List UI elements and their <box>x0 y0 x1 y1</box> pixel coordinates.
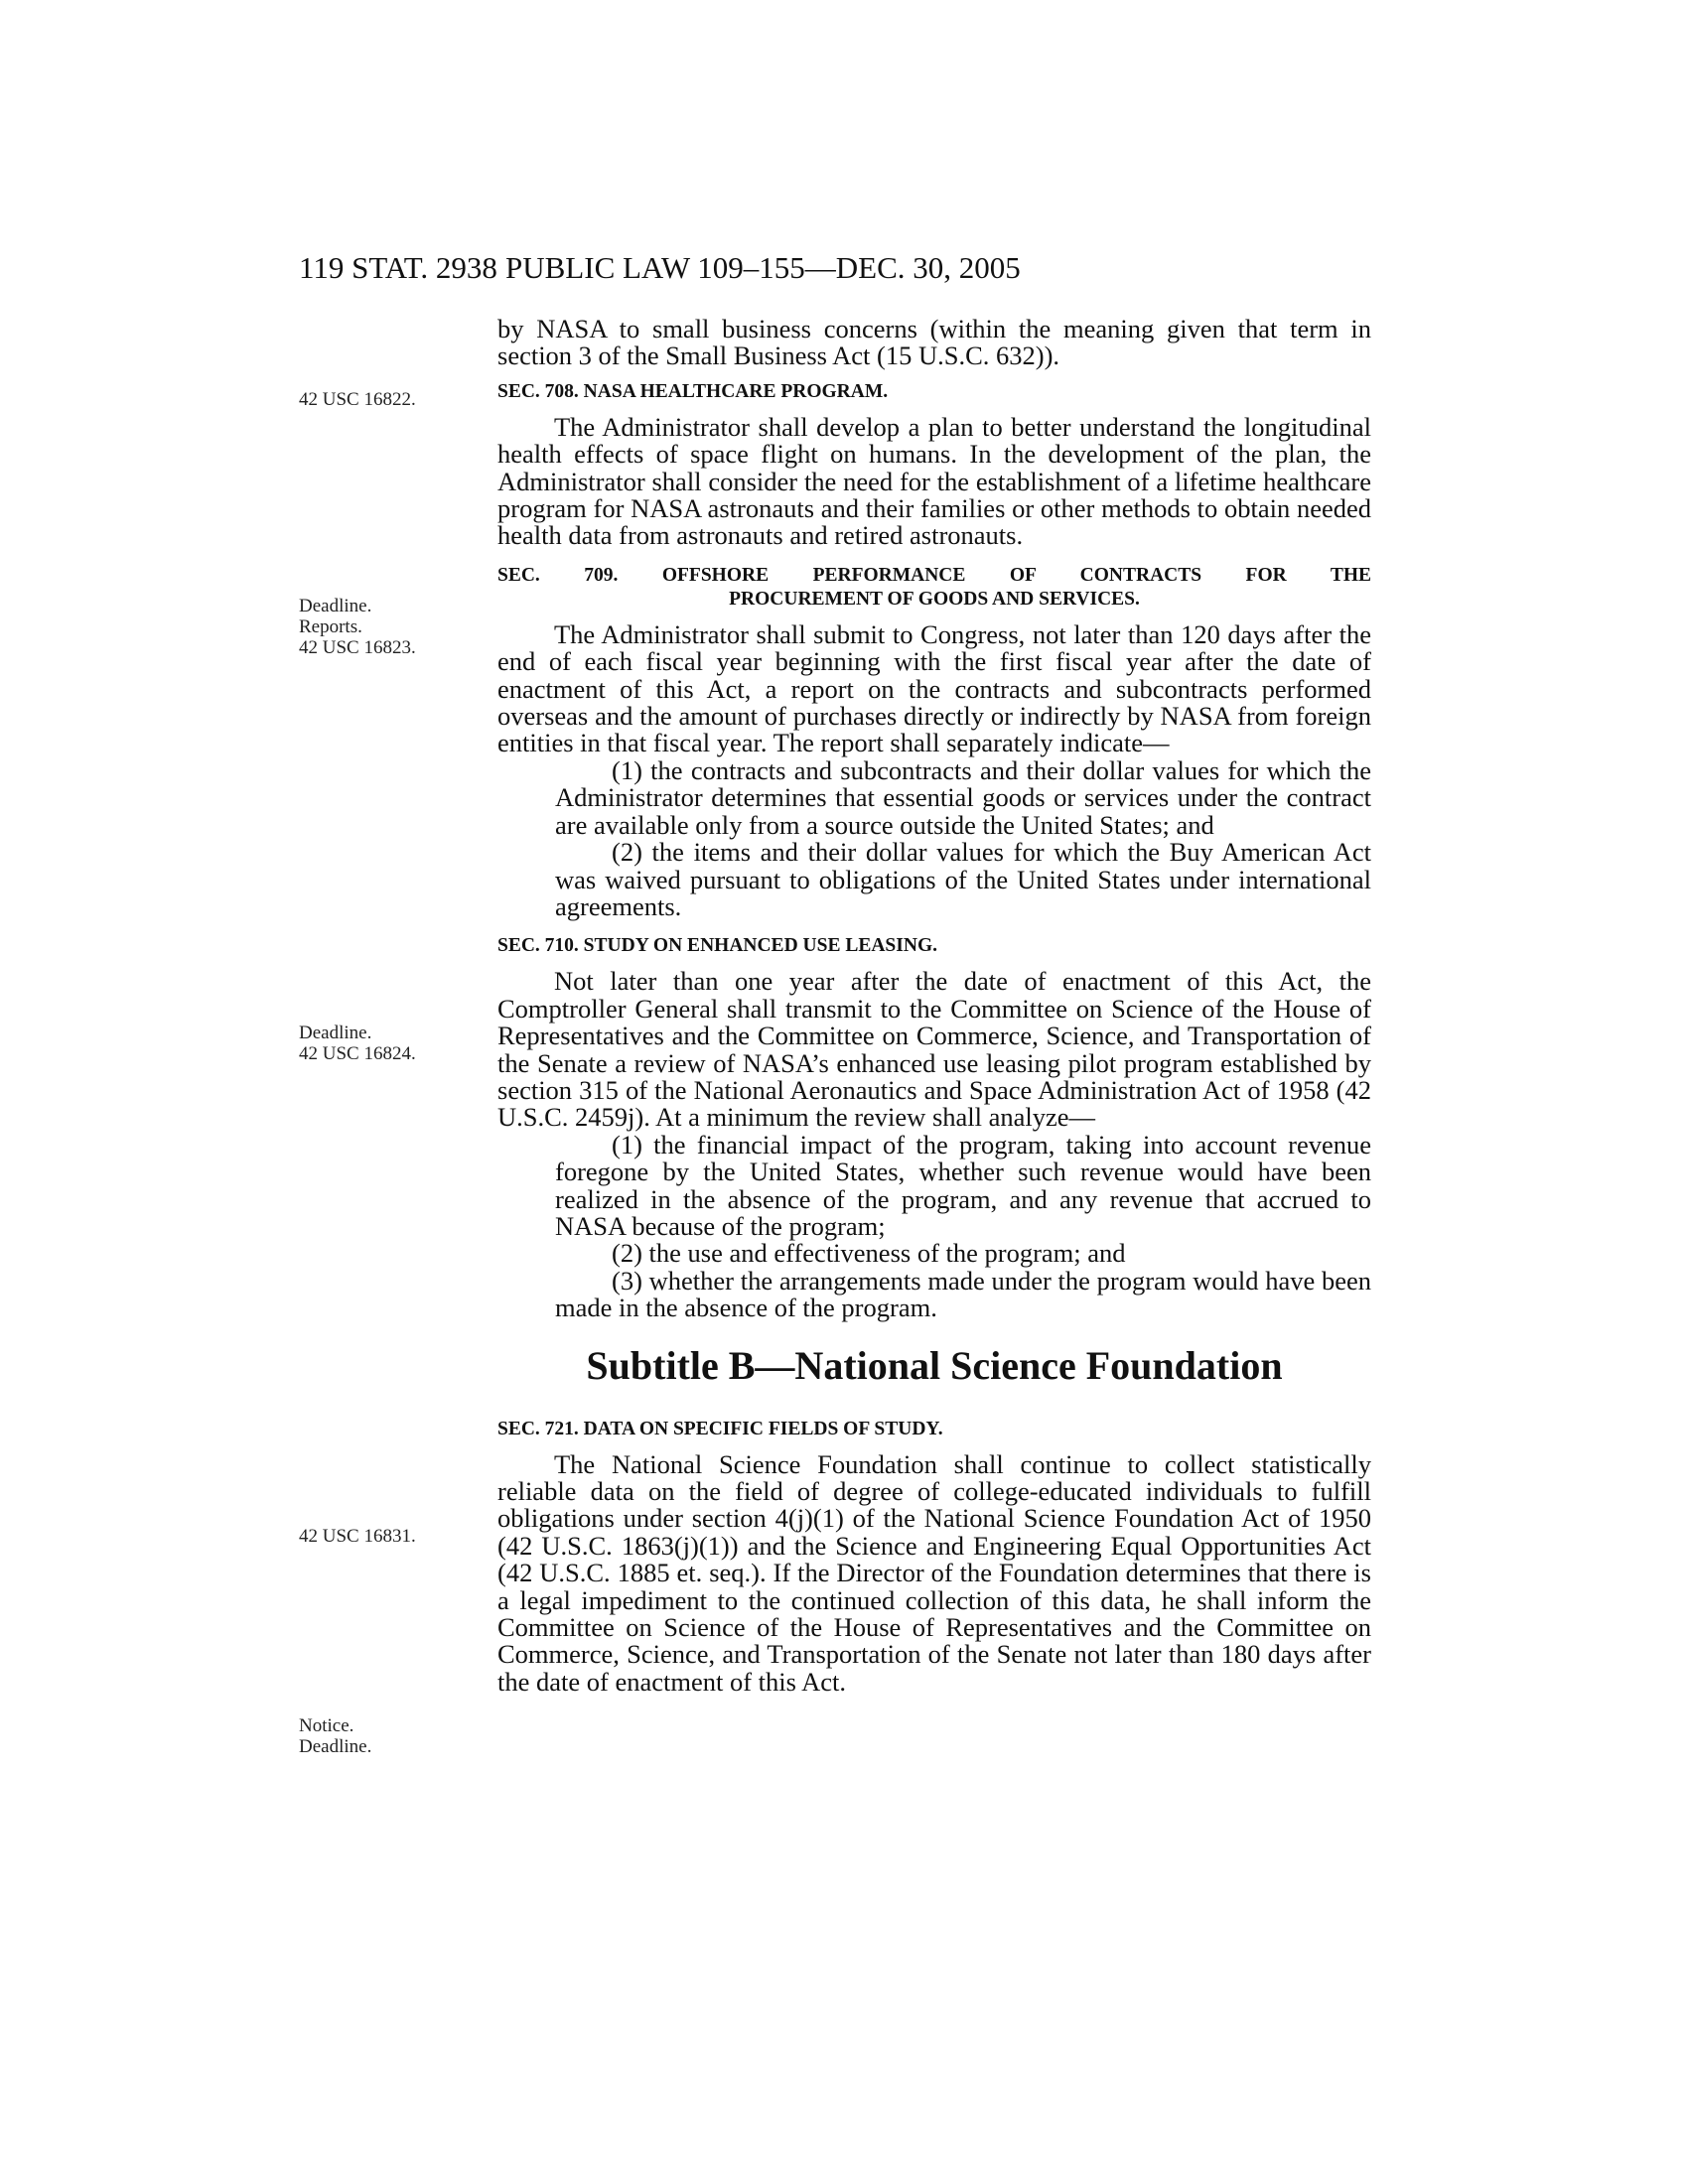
section-710-item-2: (2) the use and effectiveness of the program; and <box>612 1238 1126 1269</box>
section-709-item-1: (1) the contracts and subcontracts and their dollar values for which the Administrator determines that essential goods or services under the contract are available only from a source outside the United States; and <box>555 754 1371 840</box>
usc-citation: 42 USC 16831. <box>299 1526 416 1547</box>
section-708-heading: SEC. 708. NASA HEALTHCARE PROGRAM. <box>497 380 889 402</box>
page-body <box>497 316 1371 1696</box>
section-709-heading-line2: PROCUREMENT OF GOODS AND SERVICES. <box>729 588 1140 610</box>
section-708-text: The Administrator shall develop a plan to better understand the longitudinal health effects of space flight on humans. In the development of the plan, the Administrator shall consider the need for the establishment of a lifetime healthcare program for NASA astronauts and their families or other methods to obtain needed health data from astronauts and retired astronauts. <box>497 411 1371 551</box>
usc-citation: 42 USC 16824. <box>299 1043 416 1064</box>
section-710-item-1: (1) the financial impact of the program, taking into account revenue foregone by the United States, whether such revenue would have been realized in the absence of the program, and any revenue that accrued to NASA because of the program; <box>555 1129 1371 1241</box>
margin-note-sec708 <box>299 389 468 410</box>
page-header <box>299 250 1371 290</box>
margin-note-sec709 <box>299 596 468 658</box>
usc-citation: 42 USC 16822. <box>299 389 416 410</box>
margin-note-deadline: Deadline. <box>299 1736 372 1757</box>
section-709-text: The Administrator shall submit to Congress, not later than 120 days after the end of each fiscal year beginning with the first fiscal year after the date of enactment of this Act, a report on the contracts and subcontracts performed overseas and the amount of purchases directly or indirectly by NASA from foreign entities in that fiscal year. The report shall separately indicate— <box>497 618 1371 758</box>
margin-note-reports: Reports. <box>299 616 362 637</box>
carryover-paragraph: by NASA to small business concerns (within the meaning given that term in section 3 of the Small Business Act (15 U.S.C. 632)). <box>497 314 1371 371</box>
running-title: PUBLIC LAW 109–155—DEC. 30, 2005 <box>505 250 1021 285</box>
section-721-text: The National Science Foundation shall continue to collect statistically reliable data on the field of degree of college-educated individuals to fulfill obligations under section 4(j)(1) of the National Science Foundation Act of 1950 (42 U.S.C. 1863(j)(1)) and the Science and Engineering Equal Opportunities Act (42 U.S.C. 1885 et. seq.). If the Director of the Foundation determines that there is a legal impediment to the continued collection of this data, he shall inform the Committee on Science of the House of Representatives and the Committee on Commerce, Science, and Transportation of the Senate not later than 180 days after the date of enactment of this Act. <box>497 1448 1371 1697</box>
section-709-heading <box>497 564 1371 612</box>
margin-note-sec710 <box>299 1023 468 1064</box>
section-721-heading: SEC. 721. DATA ON SPECIFIC FIELDS OF STUDY. <box>497 1418 943 1439</box>
margin-note-sec721 <box>299 1526 468 1547</box>
subtitle-heading: Subtitle B—National Science Foundation <box>586 1342 1283 1388</box>
margin-note-deadline: Deadline. <box>299 596 372 616</box>
section-710-text: Not later than one year after the date of enactment of this Act, the Comptroller General shall transmit to the Committee on Science of the House of Representatives and the Committee on Commerce, Science, and Transportation of the Senate a review of NASA’s enhanced use leasing pilot program established by section 315 of the National Aeronautics and Space Administration Act of 1958 (42 U.S.C. 2459j). At a minimum the review shall analyze— <box>497 966 1371 1133</box>
section-710-item-3: (3) whether the arrangements made under the program would have been made in the absence of the program. <box>555 1265 1371 1323</box>
margin-note-deadline: Deadline. <box>299 1023 372 1043</box>
section-710-heading: SEC. 710. STUDY ON ENHANCED USE LEASING. <box>497 935 937 957</box>
section-709-heading-line1: SEC. 709. OFFSHORE PERFORMANCE OF CONTRACTS FOR THE <box>497 564 1371 586</box>
statute-page-number: 119 STAT. 2938 <box>299 250 497 285</box>
margin-note-notice-label: Notice. <box>299 1715 354 1736</box>
margin-note-notice <box>299 1715 468 1757</box>
usc-citation: 42 USC 16823. <box>299 637 416 658</box>
section-709-item-2: (2) the items and their dollar values for which the Buy American Act was waived pursuant to obligations of the United States under international agreements. <box>555 837 1371 921</box>
